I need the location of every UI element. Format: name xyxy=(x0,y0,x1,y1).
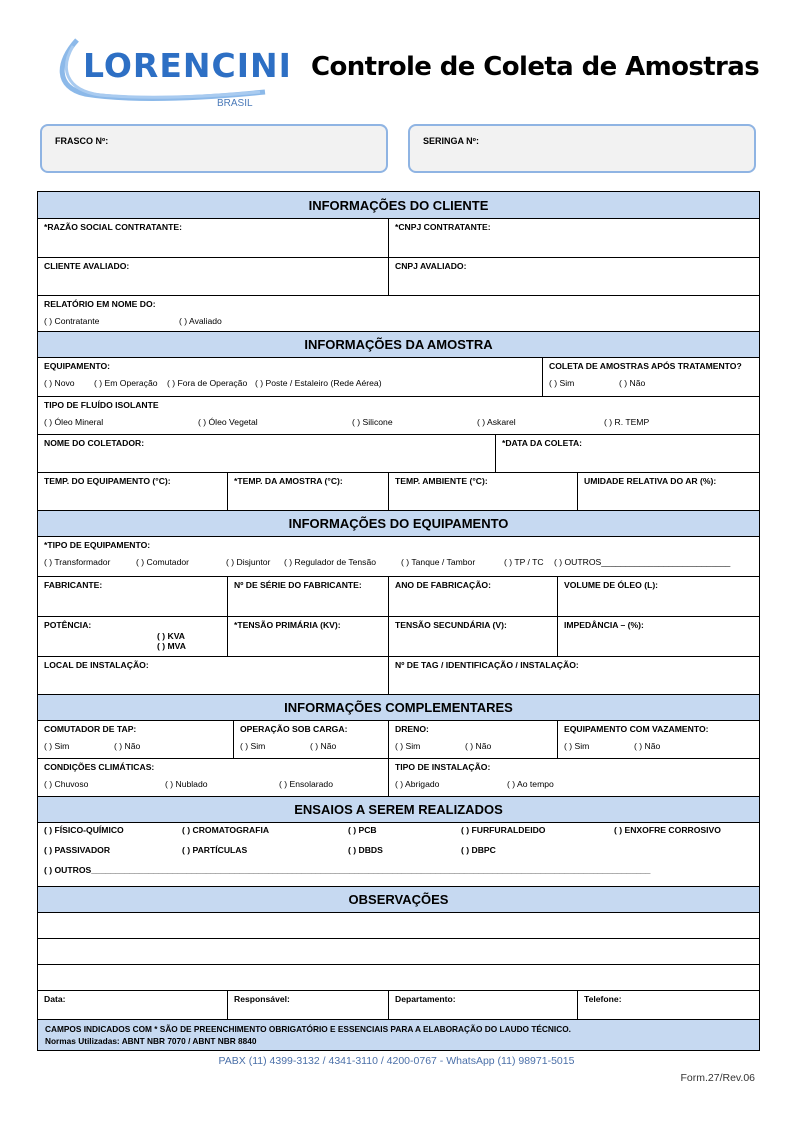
option-ensolarado[interactable]: ( ) Ensolarado xyxy=(279,779,333,789)
tensao-primaria-label: *TENSÃO PRIMÁRIA (KV): xyxy=(234,620,341,630)
operacao-carga-label: OPERAÇÃO SOB CARGA: xyxy=(240,724,348,734)
option-nao[interactable]: ( ) Não xyxy=(310,741,337,751)
departamento-field[interactable] xyxy=(388,991,577,1019)
section-header-complementares: INFORMAÇÕES COMPLEMENTARES xyxy=(38,694,759,720)
option-tanque[interactable]: ( ) Tanque / Tambor xyxy=(401,557,476,567)
option-outros-equipamento[interactable]: ( ) OUTROS___________________________ xyxy=(554,557,731,567)
sample-form xyxy=(37,191,760,1051)
fabricante-label: FABRICANTE: xyxy=(44,580,103,590)
volume-field[interactable] xyxy=(557,577,759,616)
option-pcb[interactable]: ( ) PCB xyxy=(348,825,377,835)
option-poste[interactable]: ( ) Poste / Estaleiro (Rede Aérea) xyxy=(255,378,382,388)
impedancia-field[interactable] xyxy=(557,617,759,656)
cnpj-avaliado-field[interactable] xyxy=(388,258,759,295)
temp-amostra-label: *TEMP. DA AMOSTRA (°C): xyxy=(234,476,343,486)
nome-coletador-field[interactable] xyxy=(38,435,495,472)
coleta-apos-field xyxy=(542,358,759,396)
seringa-number-field[interactable] xyxy=(408,124,756,173)
relatorio-label: RELATÓRIO EM NOME DO: xyxy=(44,299,156,309)
umidade-label: UMIDADE RELATIVA DO AR (%): xyxy=(584,476,717,486)
company-logo xyxy=(55,32,292,114)
local-instalacao-label: LOCAL DE INSTALAÇÃO: xyxy=(44,660,149,670)
seringa-label: SERINGA Nº: xyxy=(423,136,479,146)
option-nao[interactable]: ( ) Não xyxy=(634,741,661,751)
option-tp-tc[interactable]: ( ) TP / TC xyxy=(504,557,544,567)
option-dbpc[interactable]: ( ) DBPC xyxy=(461,845,496,855)
option-disjuntor[interactable]: ( ) Disjuntor xyxy=(226,557,271,567)
option-askarel[interactable]: ( ) Askarel xyxy=(477,417,516,427)
option-em-operacao[interactable]: ( ) Em Operação xyxy=(94,378,158,388)
logo-subtitle: BRASIL xyxy=(217,98,253,109)
option-fisico-quimico[interactable]: ( ) FÍSICO-QUÍMICO xyxy=(44,825,124,835)
note-line-2: Normas Utilizadas: ABNT NBR 7070 / ABNT NBR 8840 xyxy=(45,1036,257,1046)
option-regulador[interactable]: ( ) Regulador de Tensão xyxy=(284,557,377,567)
razao-social-field[interactable] xyxy=(38,219,388,257)
option-particulas[interactable]: ( ) PARTÍCULAS xyxy=(182,845,248,855)
section-header-equipamento: INFORMAÇÕES DO EQUIPAMENTO xyxy=(38,510,759,536)
option-comutador[interactable]: ( ) Comutador xyxy=(136,557,190,567)
razao-social-label: *RAZÃO SOCIAL CONTRATANTE: xyxy=(44,222,182,232)
cliente-avaliado-label: CLIENTE AVALIADO: xyxy=(44,261,130,271)
note-line-1: CAMPOS INDICADOS COM * SÃO DE PREENCHIMENTO OBRIGATÓRIO E ESSENCIAIS PARA A ELABORAÇÃO DO LAUDO TÉCNICO. xyxy=(45,1024,571,1034)
observacoes-line-3[interactable] xyxy=(38,964,759,990)
temp-ambiente-label: TEMP. AMBIENTE (°C): xyxy=(395,476,488,486)
option-nublado[interactable]: ( ) Nublado xyxy=(165,779,208,789)
data-coleta-label: *DATA DA COLETA: xyxy=(502,438,583,448)
vazamento-label: EQUIPAMENTO COM VAZAMENTO: xyxy=(564,724,709,734)
fluido-label: TIPO DE FLUÍDO ISOLANTE xyxy=(44,400,159,410)
option-avaliado[interactable]: ( ) Avaliado xyxy=(179,316,222,326)
cnpj-avaliado-label: CNPJ AVALIADO: xyxy=(395,261,467,271)
tipo-instalacao-label: TIPO DE INSTALAÇÃO: xyxy=(395,762,491,772)
nome-coletador-label: NOME DO COLETADOR: xyxy=(44,438,145,448)
tipo-equipamento-field xyxy=(38,537,759,576)
frasco-label: FRASCO Nº: xyxy=(55,136,109,146)
option-ao-tempo[interactable]: ( ) Ao tempo xyxy=(507,779,554,789)
tipo-equipamento-label: *TIPO DE EQUIPAMENTO: xyxy=(44,540,151,550)
responsavel-field[interactable] xyxy=(227,991,388,1019)
telefone-label: Telefone: xyxy=(584,994,622,1004)
logo-text: LORENCINI xyxy=(83,46,292,85)
section-header-amostra: INFORMAÇÕES DA AMOSTRA xyxy=(38,331,759,357)
option-kva[interactable]: ( ) KVA xyxy=(157,631,186,641)
option-contratante[interactable]: ( ) Contratante xyxy=(44,316,100,326)
option-furfuraldeido[interactable]: ( ) FURFURALDEIDO xyxy=(461,825,546,835)
coleta-apos-label: COLETA DE AMOSTRAS APÓS TRATAMENTO? xyxy=(549,361,742,371)
operacao-carga-field xyxy=(233,721,388,758)
equipamento-label: EQUIPAMENTO: xyxy=(44,361,111,371)
equipamento-field xyxy=(38,358,542,396)
umidade-field[interactable] xyxy=(577,473,759,510)
cnpj-contratante-label: *CNPJ CONTRATANTE: xyxy=(395,222,491,232)
data-field[interactable] xyxy=(38,991,227,1019)
temp-equipamento-label: TEMP. DO EQUIPAMENTO (°C): xyxy=(44,476,171,486)
option-sim[interactable]: ( ) Sim xyxy=(549,378,575,388)
dreno-label: DRENO: xyxy=(395,724,429,734)
temp-equipamento-field[interactable] xyxy=(38,473,227,510)
option-abrigado[interactable]: ( ) Abrigado xyxy=(395,779,440,789)
option-silicone[interactable]: ( ) Silicone xyxy=(352,417,393,427)
potencia-label: POTÊNCIA: xyxy=(44,620,92,630)
option-mva[interactable]: ( ) MVA xyxy=(157,641,186,651)
fabricante-field[interactable] xyxy=(38,577,227,616)
option-transformador[interactable]: ( ) Transformador xyxy=(44,557,111,567)
option-nao[interactable]: ( ) Não xyxy=(465,741,492,751)
tensao-secundaria-field[interactable] xyxy=(388,617,557,656)
option-passivador[interactable]: ( ) PASSIVADOR xyxy=(44,845,111,855)
data-label: Data: xyxy=(44,994,66,1004)
section-header-ensaios: ENSAIOS A SEREM REALIZADOS xyxy=(38,796,759,822)
departamento-label: Departamento: xyxy=(395,994,456,1004)
temp-amostra-field[interactable] xyxy=(227,473,388,510)
option-sim[interactable]: ( ) Sim xyxy=(240,741,266,751)
temp-ambiente-field[interactable] xyxy=(388,473,577,510)
comutador-tap-label: COMUTADOR DE TAP: xyxy=(44,724,137,734)
ano-field[interactable] xyxy=(388,577,557,616)
volume-label: VOLUME DE ÓLEO (L): xyxy=(564,580,659,590)
form-reference: Form.27/Rev.06 xyxy=(680,1072,755,1084)
comutador-tap-field xyxy=(38,721,233,758)
telefone-field[interactable] xyxy=(577,991,759,1019)
responsavel-label: Responsável: xyxy=(234,994,290,1004)
impedancia-label: IMPEDÂNCIA – (%): xyxy=(564,620,644,630)
condicoes-climaticas-label: CONDIÇÕES CLIMÁTICAS: xyxy=(44,762,155,772)
option-dbds[interactable]: ( ) DBDS xyxy=(348,845,383,855)
vazamento-field xyxy=(557,721,759,758)
contact-info: PABX (11) 4399-3132 / 4341-3110 / 4200-0767 - WhatsApp (11) 98971-5015 xyxy=(218,1055,575,1067)
option-chuvoso[interactable]: ( ) Chuvoso xyxy=(44,779,89,789)
section-header-cliente: INFORMAÇÕES DO CLIENTE xyxy=(38,192,759,218)
tag-label: Nº DE TAG / IDENTIFICAÇÃO / INSTALAÇÃO: xyxy=(395,660,579,670)
dreno-field xyxy=(388,721,557,758)
serie-field[interactable] xyxy=(227,577,388,616)
option-nao[interactable]: ( ) Não xyxy=(619,378,646,388)
observacoes-line-2[interactable] xyxy=(38,938,759,964)
ensaios-field xyxy=(38,823,759,886)
option-sim[interactable]: ( ) Sim xyxy=(564,741,590,751)
tag-field[interactable] xyxy=(388,657,759,694)
cliente-avaliado-field[interactable] xyxy=(38,258,388,295)
tensao-secundaria-label: TENSÃO SECUNDÁRIA (V): xyxy=(395,620,507,630)
option-sim[interactable]: ( ) Sim xyxy=(395,741,421,751)
option-outros-ensaios[interactable]: ( ) OUTROS_____________________________________________________________________________________________________________________ xyxy=(44,865,651,875)
section-header-observacoes: OBSERVAÇÕES xyxy=(38,886,759,912)
tipo-instalacao-field xyxy=(388,759,759,796)
data-coleta-field[interactable] xyxy=(495,435,759,472)
option-fora-operacao[interactable]: ( ) Fora de Operação xyxy=(167,378,248,388)
option-nao[interactable]: ( ) Não xyxy=(114,741,141,751)
option-enxofre-corrosivo[interactable]: ( ) ENXOFRE CORROSIVO xyxy=(614,825,721,835)
relatorio-field xyxy=(38,296,759,331)
cnpj-contratante-field[interactable] xyxy=(388,219,759,257)
fluido-field xyxy=(38,397,759,434)
frasco-number-field[interactable] xyxy=(40,124,388,173)
observacoes-line-1[interactable] xyxy=(38,912,759,938)
ano-label: ANO DE FABRICAÇÃO: xyxy=(395,580,491,590)
option-sim[interactable]: ( ) Sim xyxy=(44,741,70,751)
serie-label: Nº DE SÉRIE DO FABRICANTE: xyxy=(234,580,362,590)
required-fields-note xyxy=(38,1019,759,1050)
option-oleo-vegetal[interactable]: ( ) Óleo Vegetal xyxy=(198,417,258,427)
option-r-temp[interactable]: ( ) R. TEMP xyxy=(604,417,650,427)
option-cromatografia[interactable]: ( ) CROMATOGRAFIA xyxy=(182,825,270,835)
tensao-primaria-field[interactable] xyxy=(227,617,388,656)
potencia-field xyxy=(38,617,227,656)
page-title: Controle de Coleta de Amostras xyxy=(311,52,760,82)
option-oleo-mineral[interactable]: ( ) Óleo Mineral xyxy=(44,417,104,427)
option-novo[interactable]: ( ) Novo xyxy=(44,378,75,388)
condicoes-climaticas-field xyxy=(38,759,388,796)
local-instalacao-field[interactable] xyxy=(38,657,388,694)
